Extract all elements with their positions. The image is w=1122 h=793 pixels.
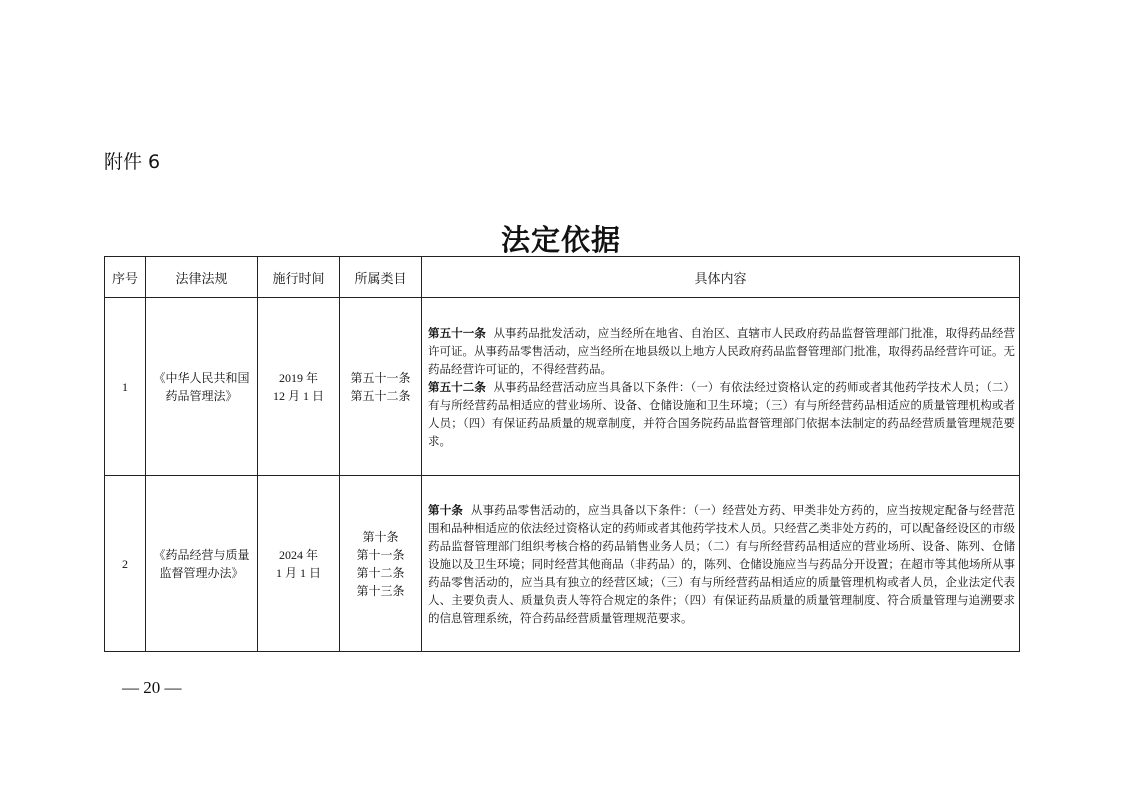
legal-basis-table bbox=[104, 256, 1020, 652]
date-line: 1 月 1 日 bbox=[275, 565, 321, 580]
table-row bbox=[105, 298, 1020, 476]
article-item: 第五十一条 bbox=[350, 370, 411, 385]
article-item: 第五十二条 bbox=[350, 388, 411, 403]
page-number: — 20 — bbox=[122, 678, 182, 697]
law-name-line: 《中华人民共和国 bbox=[153, 370, 250, 385]
law-name-line: 药品管理法》 bbox=[165, 388, 238, 403]
law-name-line: 监督管理办法》 bbox=[159, 565, 244, 580]
header-seq: 序号 bbox=[105, 257, 146, 298]
article-heading: 第十条 bbox=[428, 502, 464, 517]
article-text: 从事药品经营活动应当具备以下条件：（一）有依法经过资格认定的药师或者其他药学技术人员；（二）有与所经营药品相适应的营业场所、设备、仓储设施和卫生环境；（三）有与所经营药品相适应的质量管理机构或者人员；（四）有保证药品质量的规章制度，并符合国务院药品监督管理部门依据本法制定的药品经营质量管理规范要求。 bbox=[428, 379, 1016, 448]
content-paragraph bbox=[428, 324, 1015, 378]
header-law: 法律法规 bbox=[146, 257, 258, 298]
content-cell bbox=[422, 298, 1020, 476]
date-line: 12 月 1 日 bbox=[272, 388, 324, 403]
effective-date bbox=[258, 476, 340, 652]
article-item: 第十二条 bbox=[356, 565, 405, 580]
date-line: 2024 年 bbox=[278, 547, 318, 562]
content-cell bbox=[422, 476, 1020, 652]
law-name bbox=[146, 298, 258, 476]
article-text: 从事药品零售活动的，应当具备以下条件：（一）经营处方药、甲类非处方药的，应当按规定配备与经营范围和品种相适应的依法经过资格认定的药师或者其他药学技术人员。只经营乙类非处方药的，可以配备经设区的市级药品监督管理部门组织考核合格的药品销售业务人员；（二）有与所经营药品相适应的营业场所、设备、陈列、仓储设施以及卫生环境；同时经营其他商品（非药品）的，陈列、仓储设施应当与药品分开设置；在超市等其他场所从事药品零售活动的，应当具有独立的经营区域；（三）有与所经营药品相适应的质量管理机构或者人员，企业法定代表人、主要负责人、质量负责人等符合规定的条件；（四）有保证药品质量的质量管理制度、符合质量管理与追溯要求的信息管理系统，符合药品经营质量管理规范要求。 bbox=[428, 502, 1016, 625]
attachment-label: 附件 6 bbox=[104, 151, 161, 173]
header-category: 所属类目 bbox=[340, 257, 422, 298]
article-item: 第十三条 bbox=[356, 583, 405, 598]
content-paragraph bbox=[428, 378, 1015, 450]
article-heading: 第五十二条 bbox=[428, 379, 486, 394]
content-paragraph bbox=[428, 501, 1015, 627]
header-content: 具体内容 bbox=[422, 257, 1020, 298]
law-name-line: 《药品经营与质量 bbox=[153, 547, 250, 562]
article-text: 从事药品批发活动，应当经所在地省、自治区、直辖市人民政府药品监督管理部门批准，取得药品经营许可证。从事药品零售活动，应当经所在地县级以上地方人民政府药品监督管理部门批准，取得药品经营许可证。无药品经营许可证的，不得经营药品。 bbox=[428, 325, 1016, 376]
effective-date bbox=[258, 298, 340, 476]
article-list bbox=[340, 298, 422, 476]
row-number: 2 bbox=[105, 476, 146, 652]
table-header-row bbox=[105, 257, 1020, 298]
article-item: 第十一条 bbox=[356, 547, 405, 562]
article-list bbox=[340, 476, 422, 652]
law-name bbox=[146, 476, 258, 652]
date-line: 2019 年 bbox=[278, 370, 318, 385]
header-date: 施行时间 bbox=[258, 257, 340, 298]
article-heading: 第五十一条 bbox=[428, 325, 486, 340]
article-item: 第十条 bbox=[362, 529, 399, 544]
table-row bbox=[105, 476, 1020, 652]
row-number: 1 bbox=[105, 298, 146, 476]
page-title: 法定依据 bbox=[500, 223, 621, 257]
